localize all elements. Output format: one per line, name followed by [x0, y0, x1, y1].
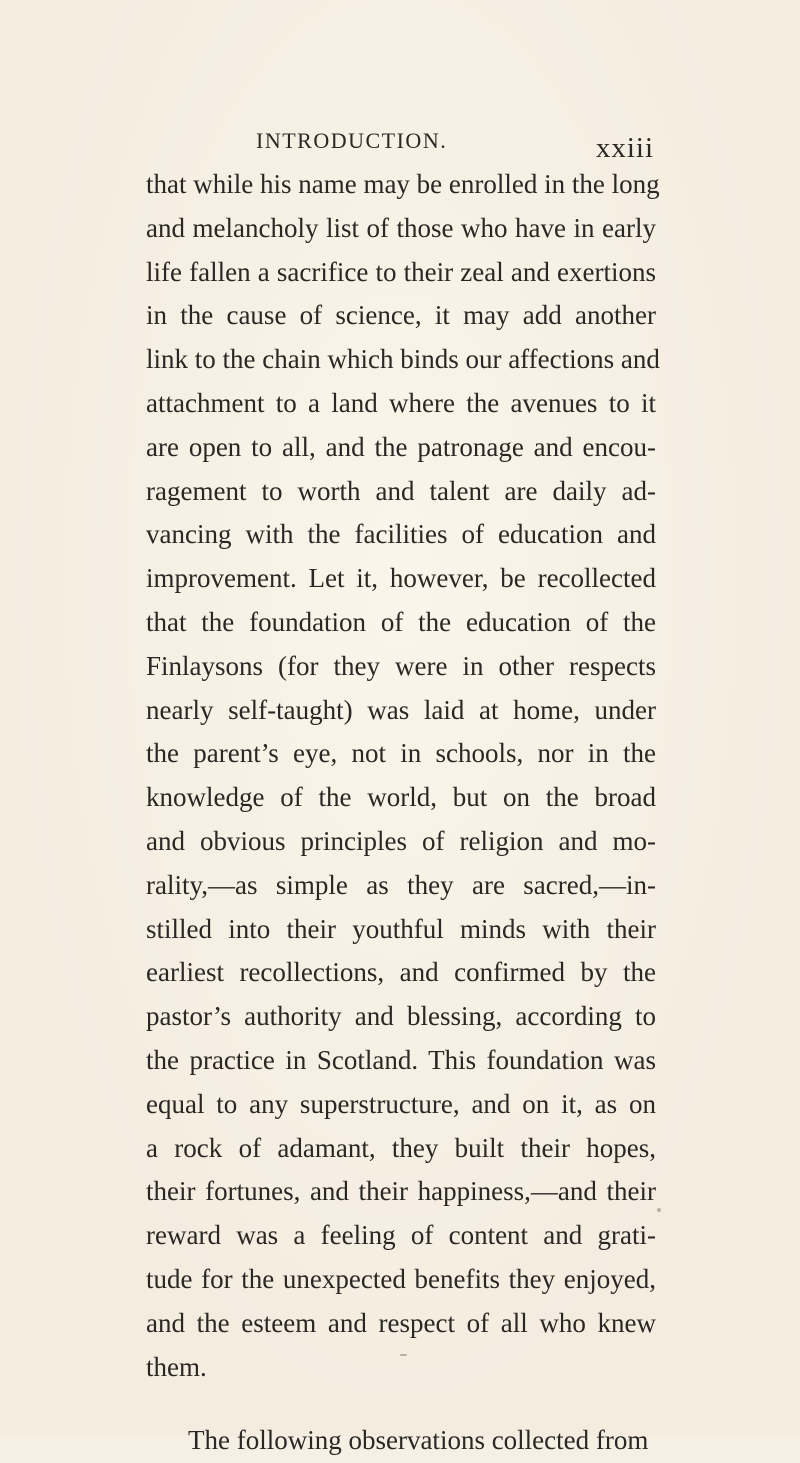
text-line: and obvious principles of religion and mo-	[146, 825, 656, 856]
text-line: tude for the unexpected benefits they enjoyed,	[146, 1263, 656, 1294]
text-line: stilled into their youthful minds with their	[146, 913, 656, 944]
text-line: the parent’s eye, not in schools, nor in the	[146, 738, 656, 769]
text-line: ragement to worth and talent are daily ad-	[146, 475, 656, 506]
text-line: vancing with the facilities of education and	[146, 519, 656, 550]
paper-speck	[400, 1354, 407, 1356]
paper-speck	[657, 1208, 661, 1212]
text-line: The following observations collected from	[188, 1425, 649, 1456]
page-number: xxiii	[595, 132, 654, 164]
text-line: equal to any superstructure, and on it, as on	[146, 1088, 656, 1119]
text-line: improvement. Let it, however, be recollected	[146, 563, 656, 594]
text-line: in the cause of science, it may add another	[146, 300, 656, 331]
body-text	[146, 163, 660, 1463]
text-line: pastor’s authority and blessing, according to	[146, 1001, 656, 1032]
text-line: their fortunes, and their happiness,—and their	[146, 1176, 656, 1207]
text-line: the practice in Scotland. This foundation was	[146, 1044, 656, 1075]
text-line: that the foundation of the education of the	[146, 606, 656, 637]
text-line: nearly self-taught) was laid at home, under	[146, 694, 656, 725]
text-line: knowledge of the world, but on the broad	[146, 782, 656, 813]
text-line: earliest recollections, and confirmed by the	[146, 957, 656, 988]
text-line: them.	[146, 1351, 207, 1382]
text-line: Finlaysons (for they were in other respects	[146, 650, 656, 681]
text-line: link to the chain which binds our affections and	[146, 344, 660, 375]
text-line: life fallen a sacrifice to their zeal and exertions	[146, 256, 656, 287]
text-line: reward was a feeling of content and grati-	[146, 1220, 656, 1251]
text-line: and the esteem and respect of all who knew	[146, 1307, 656, 1338]
text-line: and melancholy list of those who have in early	[146, 212, 656, 243]
paragraph-gap	[146, 1389, 656, 1419]
text-line: rality,—as simple as they are sacred,—in-	[146, 869, 656, 900]
text-line: a rock of adamant, they built their hopes,	[146, 1132, 656, 1163]
text-line: attachment to a land where the avenues to it	[146, 387, 656, 418]
running-head: INTRODUCTION.	[256, 128, 448, 153]
text-line: that while his name may be enrolled in the long	[146, 169, 660, 199]
text-line: are open to all, and the patronage and encou-	[146, 431, 656, 462]
